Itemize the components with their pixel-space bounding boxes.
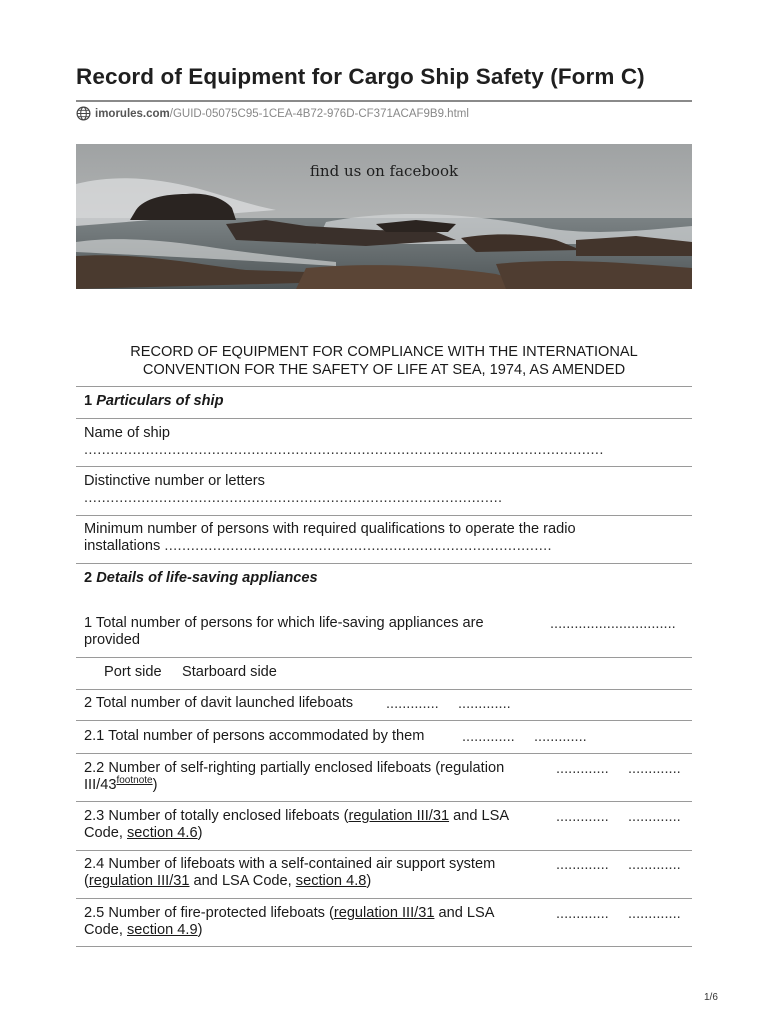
banner-caption: find us on facebook [309, 162, 459, 180]
footnote-link[interactable]: footnote [116, 775, 153, 786]
item-1-field[interactable]: ............................... [550, 616, 676, 632]
item-2-4-starboard-field[interactable]: ............. [628, 857, 681, 873]
code-label: Code, [84, 825, 127, 841]
table-rule [76, 563, 692, 564]
table-rule [76, 418, 692, 419]
code-label: Code, [84, 922, 127, 938]
item-2-5-line-1 [84, 905, 495, 922]
name-of-ship-label: Name of ship [84, 425, 170, 441]
source-domain[interactable]: imorules.com [95, 107, 170, 120]
min-persons-label: Minimum number of persons with required qualifications to operate the radio [84, 521, 576, 537]
table-rule [76, 898, 692, 899]
item-2-2-line-1: 2.2 Number of self-righting partially enclosed lifeboats (regulation [84, 760, 505, 776]
document-heading [76, 344, 692, 379]
table-rule [76, 515, 692, 516]
item-2-2-starboard-field[interactable]: ............. [628, 761, 681, 777]
page-title: Record of Equipment for Cargo Ship Safety (Form C) [76, 64, 645, 89]
item-2-starboard-field[interactable]: ............. [458, 696, 511, 712]
item-1-line-2: provided [84, 632, 140, 648]
section-title: Details of life-saving appliances [96, 570, 318, 586]
section-1-heading [84, 393, 224, 410]
section-title: Particulars of ship [96, 393, 224, 409]
closing-paren: ) [197, 825, 203, 841]
section-link[interactable]: section 4.6 [127, 825, 198, 841]
regulation-ref: III/43 [84, 777, 117, 793]
item-2-3-text: 2.3 Number of totally enclosed lifeboats ( [84, 808, 349, 824]
table-rule [76, 850, 692, 851]
min-persons-line-2 [84, 538, 552, 555]
item-2-1-port-field[interactable]: ............. [462, 729, 515, 745]
item-2-5-text-end: and LSA [434, 905, 495, 921]
closing-paren: ) [366, 873, 372, 889]
table-rule [76, 466, 692, 467]
item-2-3-line-1 [84, 808, 509, 825]
item-2-4-line-1: 2.4 Number of lifeboats with a self-contained air support system [84, 856, 496, 872]
table-rule [76, 657, 692, 658]
page-number: 1/6 [704, 992, 718, 1003]
item-2-1-label: 2.1 Total number of persons accommodated by them [84, 728, 425, 744]
section-number: 2 [84, 570, 93, 586]
source-url[interactable] [76, 106, 469, 121]
table-rule [76, 720, 692, 721]
item-2-3-text-end: and LSA [449, 808, 510, 824]
closing-paren: ) [197, 922, 203, 938]
item-2-2-line-2 [84, 777, 157, 794]
table-rule [76, 753, 692, 754]
min-persons-field[interactable]: ........................................................................................ [164, 538, 552, 554]
item-2-1-starboard-field[interactable]: ............. [534, 729, 587, 745]
section-2-heading [84, 570, 318, 587]
distinctive-number-field[interactable]: ............................................................................................... [84, 490, 503, 506]
item-2-4-port-field[interactable]: ............. [556, 857, 609, 873]
open-paren: ( [84, 873, 89, 889]
name-of-ship-field[interactable]: ...................................................................................................................... [84, 442, 604, 458]
regulation-link[interactable]: regulation III/31 [88, 873, 190, 889]
section-link[interactable]: section 4.9 [127, 922, 198, 938]
section-link[interactable]: section 4.8 [295, 873, 367, 889]
item-2-3-line-2 [84, 825, 202, 842]
item-2-5-text: 2.5 Number of fire-protected lifeboats ( [84, 905, 334, 921]
table-rule [76, 946, 692, 947]
section-number: 1 [84, 393, 93, 409]
source-path[interactable]: /GUID-05075C95-1CEA-4B72-976D-CF371ACAF9B9.html [169, 107, 469, 120]
item-2-5-starboard-field[interactable]: ............. [628, 906, 681, 922]
heading-line-1: RECORD OF EQUIPMENT FOR COMPLIANCE WITH THE INTERNATIONAL [130, 344, 638, 360]
item-2-3-port-field[interactable]: ............. [556, 809, 609, 825]
facebook-banner[interactable] [76, 144, 692, 289]
distinctive-number-label: Distinctive number or letters [84, 473, 265, 489]
heading-line-2: CONVENTION FOR THE SAFETY OF LIFE AT SEA, 1974, AS AMENDED [142, 361, 626, 378]
item-1-line-1: 1 Total number of persons for which life-saving appliances are [84, 615, 484, 631]
item-2-2-port-field[interactable]: ............. [556, 761, 609, 777]
item-2-port-field[interactable]: ............. [386, 696, 439, 712]
item-2-4-line-2 [84, 873, 371, 890]
regulation-link[interactable]: regulation III/31 [333, 905, 435, 921]
closing-paren: ) [152, 777, 158, 793]
item-2-5-port-field[interactable]: ............. [556, 906, 609, 922]
code-label: and LSA Code, [189, 873, 296, 889]
installations-label: installations [84, 538, 161, 554]
globe-icon [76, 106, 91, 121]
port-side-header: Port side [104, 664, 162, 680]
item-2-3-starboard-field[interactable]: ............. [628, 809, 681, 825]
table-rule [76, 386, 692, 387]
regulation-link[interactable]: regulation III/31 [348, 808, 450, 824]
table-rule [76, 689, 692, 690]
item-2-label: 2 Total number of davit launched lifeboats [84, 695, 354, 711]
item-2-5-line-2 [84, 922, 202, 939]
starboard-side-header: Starboard side [182, 664, 277, 680]
title-divider [76, 100, 692, 102]
table-rule [76, 801, 692, 802]
